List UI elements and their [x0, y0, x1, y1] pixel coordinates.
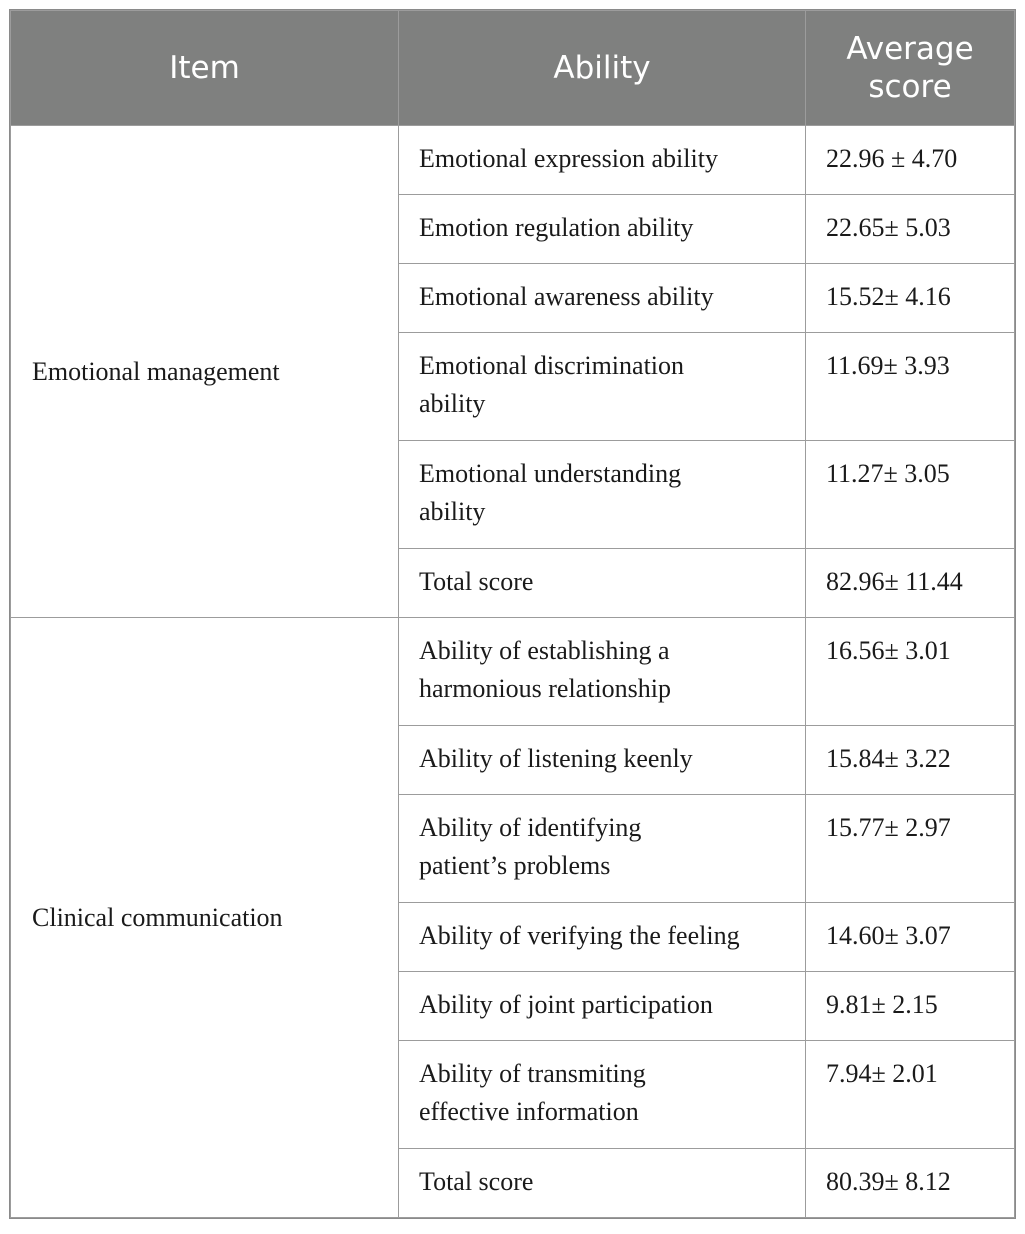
ability-cell: Ability of identifying patient’s problems: [399, 795, 806, 903]
ability-cell: Emotional understanding ability: [399, 441, 806, 549]
header-ability: Ability: [399, 11, 806, 126]
ability-cell: Ability of transmiting effective information: [399, 1041, 806, 1149]
score-cell: 22.65± 5.03: [806, 195, 1015, 264]
score-cell: 22.96 ± 4.70: [806, 126, 1015, 195]
data-table-container: [10, 10, 1014, 1218]
score-cell: 11.69± 3.93: [806, 333, 1015, 441]
ability-cell: Emotion regulation ability: [399, 195, 806, 264]
ability-cell: Emotional awareness ability: [399, 264, 806, 333]
ability-score-table: [10, 10, 1015, 1218]
score-cell: 15.84± 3.22: [806, 726, 1015, 795]
table-row: [11, 126, 1015, 195]
score-cell: 15.77± 2.97: [806, 795, 1015, 903]
table-header-row: [11, 11, 1015, 126]
score-cell: 9.81± 2.15: [806, 972, 1015, 1041]
header-average-score: Average score: [806, 11, 1015, 126]
score-cell: 7.94± 2.01: [806, 1041, 1015, 1149]
score-cell: 15.52± 4.16: [806, 264, 1015, 333]
ability-cell-total: Total score: [399, 549, 806, 618]
score-cell: 14.60± 3.07: [806, 903, 1015, 972]
ability-cell: Ability of listening keenly: [399, 726, 806, 795]
ability-cell: Ability of joint participation: [399, 972, 806, 1041]
header-item: Item: [11, 11, 399, 126]
table-row: [11, 618, 1015, 726]
ability-cell: Emotional expression ability: [399, 126, 806, 195]
ability-cell: Ability of verifying the feeling: [399, 903, 806, 972]
score-cell-total: 80.39± 8.12: [806, 1149, 1015, 1218]
ability-cell-total: Total score: [399, 1149, 806, 1218]
score-cell: 16.56± 3.01: [806, 618, 1015, 726]
item-cell-clinical-communication: Clinical communication: [11, 618, 399, 1218]
item-cell-emotional-management: Emotional management: [11, 126, 399, 618]
ability-cell: Ability of establishing a harmonious relationship: [399, 618, 806, 726]
ability-cell: Emotional discrimination ability: [399, 333, 806, 441]
score-cell-total: 82.96± 11.44: [806, 549, 1015, 618]
score-cell: 11.27± 3.05: [806, 441, 1015, 549]
